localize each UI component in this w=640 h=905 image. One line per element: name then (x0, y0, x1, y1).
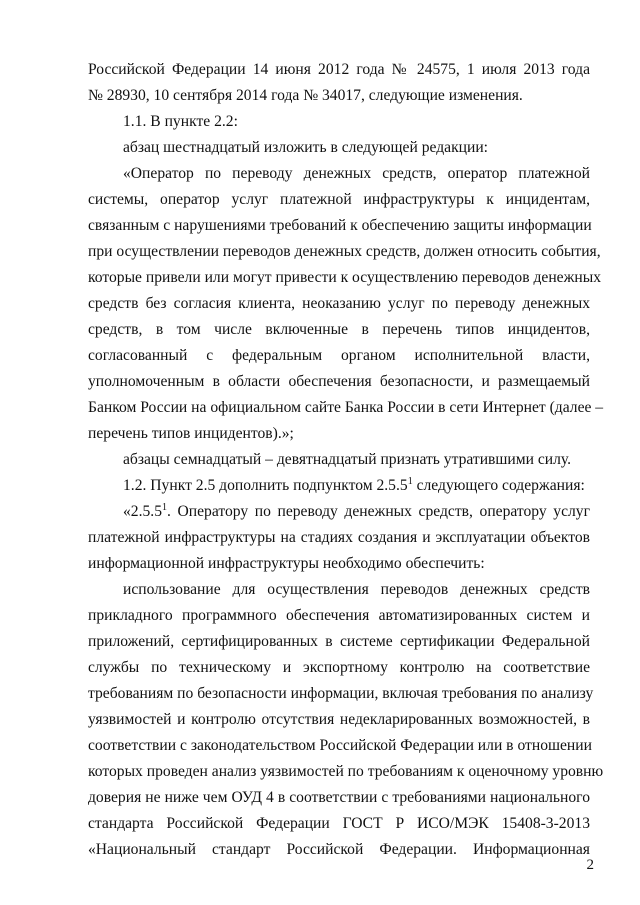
text-line: доверия не ниже чем ОУД 4 в соответствии с требованиями национального (88, 789, 590, 806)
text-line: службы по техническому и экспортному контролю на соответствие (88, 659, 590, 676)
text-line: абзацы семнадцатый – девятнадцатый признать утратившими силу. (123, 451, 572, 468)
text-line: перечень типов инцидентов).»; (88, 425, 294, 442)
text-line: средств без согласия клиента, неоказанию услуг по переводу денежных (88, 295, 590, 312)
text-line: уязвимостей и контролю отсутствия недекларированных возможностей, в (88, 711, 590, 728)
text-line (123, 474, 590, 498)
text-line: связанным с нарушениями требований к обеспечению защиты информации (88, 217, 592, 234)
text-line: абзац шестнадцатый изложить в следующей редакции: (123, 139, 489, 156)
text-line: стандарта Российской Федерации ГОСТ Р ИСО/МЭК 15408-3-2013 (88, 815, 590, 832)
superscript: 1 (407, 475, 413, 487)
text-line: при осуществлении переводов денежных средств, должен относить события, (88, 243, 601, 260)
text-line: приложений, сертифицированных в системе сертификации Федеральной (88, 633, 590, 650)
text-line: требованиям по безопасности информации, включая требования по анализу (88, 685, 594, 702)
text-segment: «2.5.5 (123, 503, 162, 520)
text-line: Банком России на официальном сайте Банка России в сети Интернет (далее – (88, 399, 604, 416)
text-line (123, 500, 590, 524)
text-line: которых проведен анализ уязвимостей по требованиям к оценочному уровню (88, 763, 604, 780)
text-line: средств, в том числе включенные в перечень типов инцидентов, (88, 321, 590, 338)
text-line: соответствии с законодательством Российской Федерации или в отношении (88, 737, 592, 754)
text-line: прикладного программного обеспечения автоматизированных систем и (88, 607, 590, 624)
text-segment: . Оператору по переводу денежных средств, оператору услуг (166, 503, 590, 520)
text-line: «Оператор по переводу денежных средств, оператор платежной (123, 165, 590, 182)
text-line: 1.1. В пункте 2.2: (123, 113, 238, 130)
superscript: 1 (161, 501, 167, 513)
text-line: системы, оператор услуг платежной инфраструктуры к инцидентам, (88, 191, 590, 208)
text-line: «Национальный стандарт Российской Федерации. Информационная (88, 841, 590, 858)
text-line: № 28930, 10 сентября 2014 года № 34017, следующие изменения. (88, 87, 523, 104)
text-line: согласованный с федеральным органом исполнительной власти, (88, 347, 590, 364)
text-line: использование для осуществления переводов денежных средств (123, 581, 590, 598)
text-line: Российской Федерации 14 июня 2012 года № 24575, 1 июля 2013 года (88, 61, 590, 78)
text-segment: 1.2. Пункт 2.5 дополнить подпунктом 2.5.5 (123, 477, 408, 494)
text-line: уполномоченным в области обеспечения безопасности, и размещаемый (88, 373, 590, 390)
text-line: платежной инфраструктуры на стадиях создания и эксплуатации объектов (88, 529, 590, 546)
text-segment: следующего содержания: (412, 477, 585, 494)
text-line: которые привели или могут привести к осуществлению переводов денежных (88, 269, 601, 286)
text-line: информационной инфраструктуры необходимо обеспечить: (88, 555, 485, 572)
page-number: 2 (586, 857, 594, 873)
